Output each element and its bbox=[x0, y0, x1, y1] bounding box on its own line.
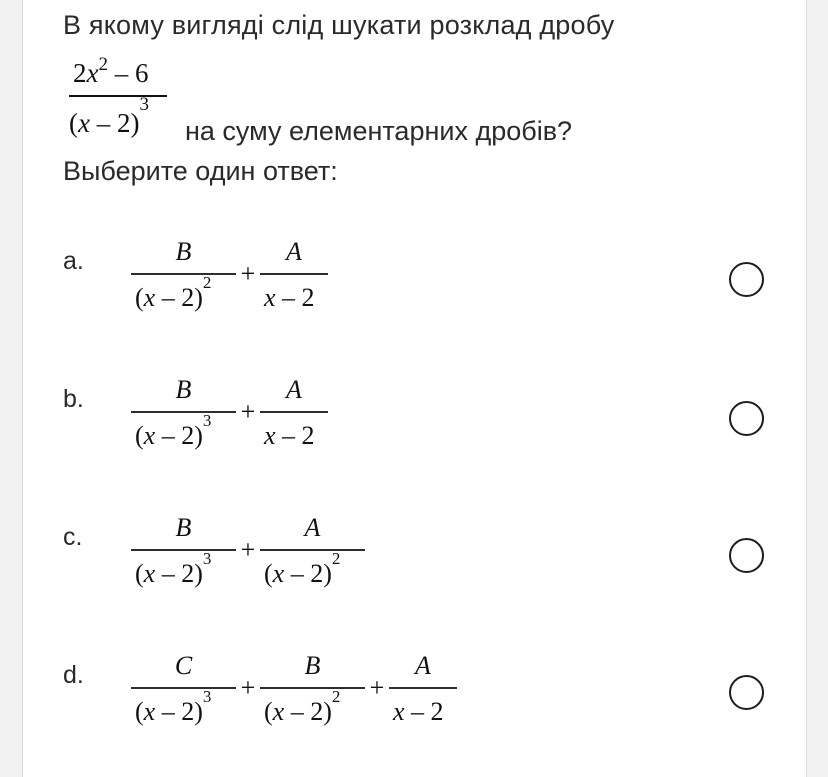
term-denominator: x – 2 bbox=[264, 283, 315, 312]
plus-sign: + bbox=[240, 673, 256, 702]
question-text-suffix: на суму елементарних дробів? bbox=[185, 116, 573, 146]
fraction-term bbox=[131, 237, 236, 312]
term-denominator: (x – 2)$^2$ bbox=[264, 687, 341, 726]
fraction-term bbox=[260, 375, 328, 450]
fraction-term bbox=[131, 375, 236, 450]
term-numerator: A bbox=[286, 237, 302, 266]
term-numerator: A bbox=[304, 513, 321, 542]
question-fraction bbox=[63, 50, 183, 146]
plus-sign: + bbox=[240, 397, 256, 426]
option-d-label[interactable]: d. bbox=[63, 661, 84, 689]
term-numerator: B bbox=[175, 513, 192, 542]
option-a-radio[interactable] bbox=[729, 262, 764, 297]
option-b-formula[interactable] bbox=[111, 364, 451, 460]
option-c-radio[interactable] bbox=[729, 538, 764, 573]
term-numerator: A bbox=[286, 375, 302, 404]
term-denominator: x – 2 bbox=[264, 421, 315, 450]
fraction-term bbox=[131, 513, 236, 588]
plus-sign: + bbox=[369, 673, 385, 702]
answer-prompt: Выберите один ответ: bbox=[63, 156, 338, 186]
option-a-formula[interactable] bbox=[111, 226, 451, 322]
fraction-term bbox=[389, 651, 457, 726]
option-c-label[interactable]: c. bbox=[63, 523, 83, 551]
term-numerator: B bbox=[175, 375, 192, 404]
option-a-label[interactable]: a. bbox=[63, 247, 84, 275]
plus-sign: + bbox=[240, 535, 256, 564]
option-d-radio[interactable] bbox=[729, 675, 764, 710]
term-denominator: x – 2 bbox=[393, 697, 444, 726]
fraction-term bbox=[260, 513, 365, 588]
fraction-term bbox=[260, 237, 328, 312]
term-denominator: (x – 2)$^3$ bbox=[135, 687, 212, 726]
term-denominator: (x – 2)$^3$ bbox=[135, 411, 212, 450]
term-numerator: C bbox=[174, 651, 193, 680]
question-text: В якому вигляді слід шукати розклад дробу bbox=[63, 10, 615, 40]
term-denominator: (x – 2)$^2$ bbox=[264, 549, 341, 588]
option-b-radio[interactable] bbox=[729, 401, 764, 436]
plus-sign: + bbox=[240, 259, 256, 288]
fraction-numerator: $2x^2 - 6$ bbox=[73, 54, 149, 88]
option-d-formula[interactable] bbox=[111, 640, 511, 736]
fraction-term bbox=[260, 651, 365, 726]
option-b-label[interactable]: b. bbox=[63, 385, 84, 413]
term-denominator: (x – 2)$^3$ bbox=[135, 549, 212, 588]
question-card bbox=[22, 0, 807, 777]
fraction-denominator: (x – 2)$^3$ bbox=[69, 94, 149, 138]
option-c-formula[interactable] bbox=[111, 502, 451, 598]
term-numerator: A bbox=[415, 651, 431, 680]
fraction-term bbox=[131, 651, 236, 726]
term-denominator: (x – 2)$^2$ bbox=[135, 273, 212, 312]
term-numerator: B bbox=[304, 651, 321, 680]
term-numerator: B bbox=[175, 237, 192, 266]
